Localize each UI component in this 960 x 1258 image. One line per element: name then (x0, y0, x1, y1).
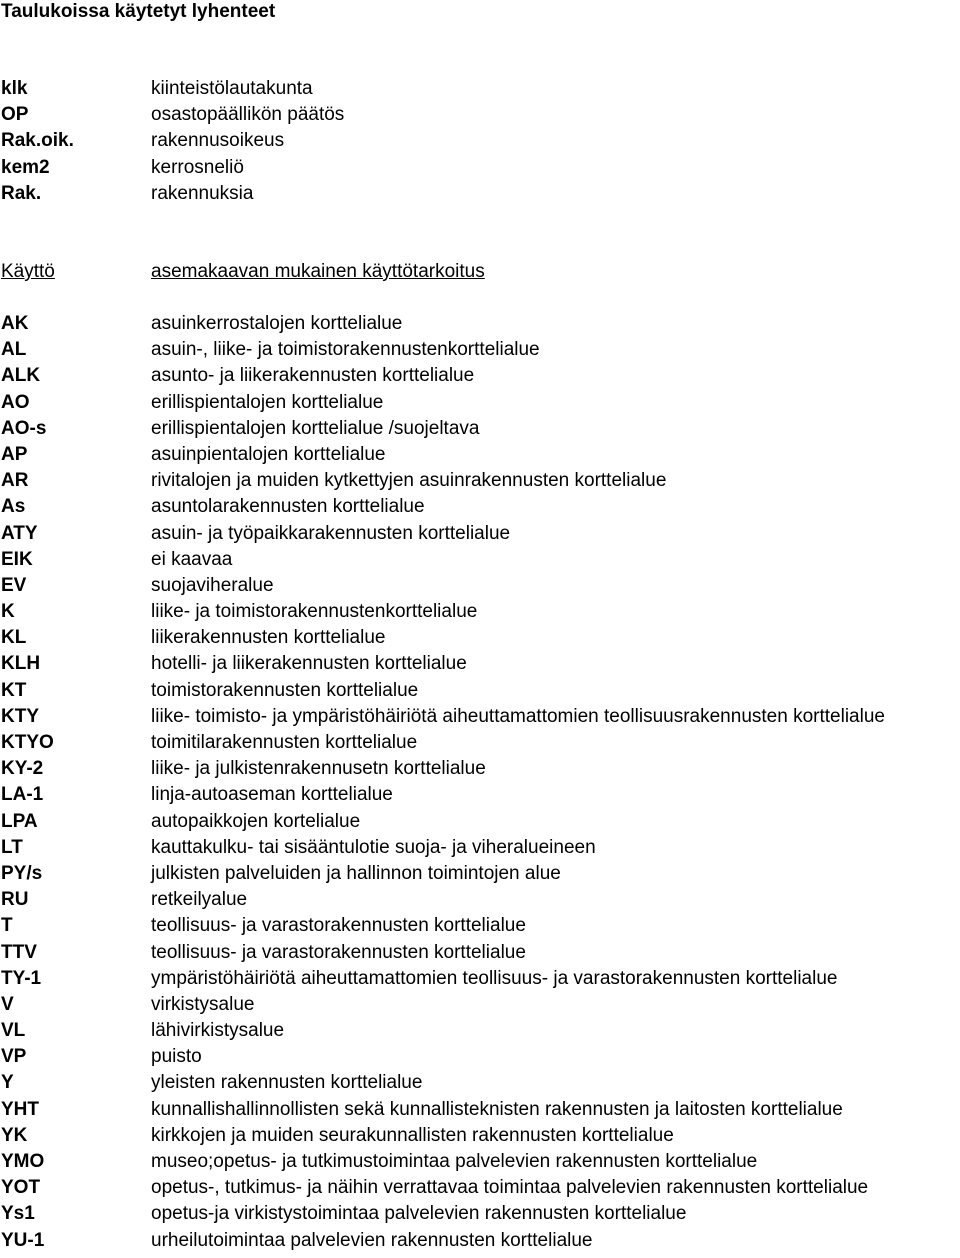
abbreviation-code: YU-1 (1, 1229, 45, 1251)
abbreviation-description: asuinpientalojen korttelialue (151, 443, 386, 465)
abbreviation-description: lähivirkistysalue (151, 1020, 285, 1042)
page-title: Taulukoissa käytetyt lyhenteet (1, 1, 276, 22)
abbreviation-code: EIK (1, 548, 33, 570)
usage-header (0, 259, 960, 285)
abbreviation-description: opetus-, tutkimus- ja näihin verrattavaa toimintaa palvelevien rakennusten korttelialue (151, 1177, 869, 1199)
abbreviation-description: opetus-ja virkistystoimintaa palvelevien rakennusten korttelialue (151, 1203, 687, 1225)
abbreviation-description: autopaikkojen kortelialue (151, 810, 361, 832)
usage-row (0, 756, 960, 782)
abbreviation-code: VL (1, 1020, 26, 1042)
abbreviation-description: asunto- ja liikerakennusten korttelialue (151, 365, 475, 387)
usage-header-description: asemakaavan mukainen käyttötarkoitus (151, 261, 485, 282)
abbreviation-code: ATY (1, 522, 38, 544)
abbreviation-code: YOT (1, 1177, 41, 1199)
abbreviation-code: LPA (1, 810, 38, 832)
abbreviation-code: KT (1, 679, 27, 701)
abbreviation-description: urheilutoimintaa palvelevien rakennusten korttelialue (151, 1229, 593, 1251)
usage-row (0, 913, 960, 939)
usage-row (0, 337, 960, 363)
usage-row (0, 521, 960, 547)
abbreviation-description: kiinteistölautakunta (151, 78, 313, 99)
abbreviation-code: OP (1, 104, 29, 126)
abbreviation-code: AO (1, 391, 30, 413)
abbreviation-description: kauttakulku- tai sisääntulotie suoja- ja viheralueineen (151, 836, 596, 858)
abbreviation-description: rakennuksia (151, 182, 254, 204)
usage-row (0, 547, 960, 573)
usage-row (0, 599, 960, 625)
abbreviation-description: liike- toimisto- ja ympäristöhäiriötä aiheuttamattomien teollisuusrakennusten korttelialue (151, 705, 885, 727)
abbreviation-description: rakennusoikeus (151, 130, 285, 152)
abbreviation-code: YK (1, 1124, 28, 1146)
usage-header-row (0, 259, 960, 285)
abbreviation-code: YMO (1, 1151, 45, 1172)
usage-row (0, 1228, 960, 1254)
abbreviation-description: liikerakennusten korttelialue (151, 627, 386, 649)
abbreviation-description: asuin- ja työpaikkarakennusten korttelialue (151, 522, 511, 544)
abbreviation-description: kerrosneliö (151, 156, 244, 178)
usage-row (0, 494, 960, 520)
abbreviation-code: EV (1, 574, 27, 596)
abbreviation-code: Rak.oik. (1, 130, 74, 152)
abbreviation-code: PY/s (1, 862, 43, 884)
usage-row (0, 1044, 960, 1070)
usage-row (0, 1149, 960, 1175)
abbreviation-description: ei kaavaa (151, 548, 233, 570)
abbreviation-code: TY-1 (1, 967, 42, 989)
abbreviation-description: retkeilyalue (151, 889, 248, 911)
abbreviation-code: TTV (1, 941, 37, 963)
abbreviation-description: liike- ja julkistenrakennusetn korttelialue (151, 758, 486, 780)
abbreviation-code: KLH (1, 653, 41, 675)
usage-row (0, 468, 960, 494)
abbreviation-code: Rak. (1, 182, 42, 204)
abbreviation-code: V (1, 993, 14, 1015)
usage-row (0, 1201, 960, 1227)
usage-row (0, 809, 960, 835)
abbreviation-description: linja-autoaseman korttelialue (151, 784, 393, 806)
usage-row (0, 311, 960, 337)
abbreviation-code: AL (1, 339, 27, 361)
abbreviation-code: YHT (1, 1098, 39, 1120)
abbreviation-code: ALK (1, 365, 41, 387)
usage-row (0, 651, 960, 677)
abbreviation-code: RU (1, 889, 29, 911)
abbreviation-code: kem2 (1, 156, 50, 178)
abbreviation-code: KTYO (1, 732, 54, 753)
usage-row (0, 442, 960, 468)
abbreviation-code: LA-1 (1, 784, 44, 806)
abbreviation-description: asuinkerrostalojen korttelialue (151, 313, 403, 334)
abbreviation-description: erillispientalojen korttelialue /suojeltava (151, 417, 480, 439)
usage-row (0, 782, 960, 808)
abbreviation-code: Y (1, 1072, 14, 1094)
usage-row (0, 887, 960, 913)
usage-row (0, 704, 960, 730)
abbreviation-description: julkisten palveluiden ja hallinnon toimintojen alue (151, 862, 561, 884)
abbreviation-description: asuntolarakennusten korttelialue (151, 496, 425, 518)
usage-row (0, 835, 960, 861)
abbreviation-description: toimistorakennusten korttelialue (151, 679, 419, 701)
abbreviation-description: suojaviheralue (151, 574, 274, 596)
abbreviation-code: AP (1, 443, 28, 465)
usage-row (0, 1018, 960, 1044)
abbreviation-description: kirkkojen ja muiden seurakunnallisten rakennusten korttelialue (151, 1124, 674, 1146)
usage-row (0, 730, 960, 756)
usage-row (0, 966, 960, 992)
usage-row (0, 861, 960, 887)
usage-row (0, 992, 960, 1018)
usage-header-code: Käyttö (1, 261, 55, 282)
abbreviation-description: erillispientalojen korttelialue (151, 391, 384, 413)
abbreviation-description: liike- ja toimistorakennustenkorttelialue (151, 601, 478, 623)
abbreviation-description: virkistysalue (151, 993, 255, 1015)
abbreviation-row (0, 128, 960, 154)
abbreviation-description: yleisten rakennusten korttelialue (151, 1072, 423, 1094)
abbreviation-code: KTY (1, 705, 39, 727)
abbreviation-row (0, 102, 960, 128)
abbreviation-code: K (1, 601, 15, 623)
abbreviation-code: KL (1, 627, 27, 649)
abbreviation-code: LT (1, 836, 23, 858)
abbreviation-description: teollisuus- ja varastorakennusten korttelialue (151, 941, 526, 963)
abbreviation-code: KY-2 (1, 758, 44, 780)
usage-row (0, 573, 960, 599)
abbreviation-description: museo;opetus- ja tutkimustoimintaa palvelevien rakennusten korttelialue (151, 1151, 758, 1172)
usage-list (0, 311, 960, 1254)
abbreviation-description: ympäristöhäiriötä aiheuttamattomien teollisuus- ja varastorakennusten korttelialue (151, 967, 838, 989)
abbreviation-description: osastopäällikön päätös (151, 104, 345, 126)
abbreviation-description: asuin-, liike- ja toimistorakennustenkorttelialue (151, 339, 540, 361)
abbreviation-row (0, 155, 960, 181)
abbreviation-row (0, 76, 960, 102)
abbreviation-description: rivitalojen ja muiden kytkettyjen asuinrakennusten korttelialue (151, 470, 667, 492)
abbreviation-code: As (1, 496, 26, 518)
abbreviation-code: T (1, 915, 13, 937)
usage-row (0, 1097, 960, 1123)
abbreviation-code: klk (1, 78, 28, 99)
abbreviations-list (0, 76, 960, 207)
usage-row (0, 1175, 960, 1201)
usage-row (0, 416, 960, 442)
abbreviation-description: teollisuus- ja varastorakennusten korttelialue (151, 915, 526, 937)
abbreviation-code: AK (1, 313, 29, 334)
abbreviation-description: hotelli- ja liikerakennusten korttelialue (151, 653, 467, 675)
abbreviation-row (0, 181, 960, 207)
usage-row (0, 390, 960, 416)
abbreviation-description: puisto (151, 1046, 202, 1068)
usage-row (0, 363, 960, 389)
usage-row (0, 1070, 960, 1096)
abbreviation-description: kunnallishallinnollisten sekä kunnallisteknisten rakennusten ja laitosten korttelialue (151, 1098, 843, 1120)
abbreviation-code: AR (1, 470, 29, 492)
usage-row (0, 940, 960, 966)
abbreviation-code: AO-s (1, 417, 47, 439)
usage-row (0, 625, 960, 651)
abbreviation-code: Ys1 (1, 1203, 35, 1225)
usage-row (0, 678, 960, 704)
usage-row (0, 1123, 960, 1149)
abbreviation-code: VP (1, 1046, 27, 1068)
abbreviation-description: toimitilarakennusten korttelialue (151, 732, 418, 753)
